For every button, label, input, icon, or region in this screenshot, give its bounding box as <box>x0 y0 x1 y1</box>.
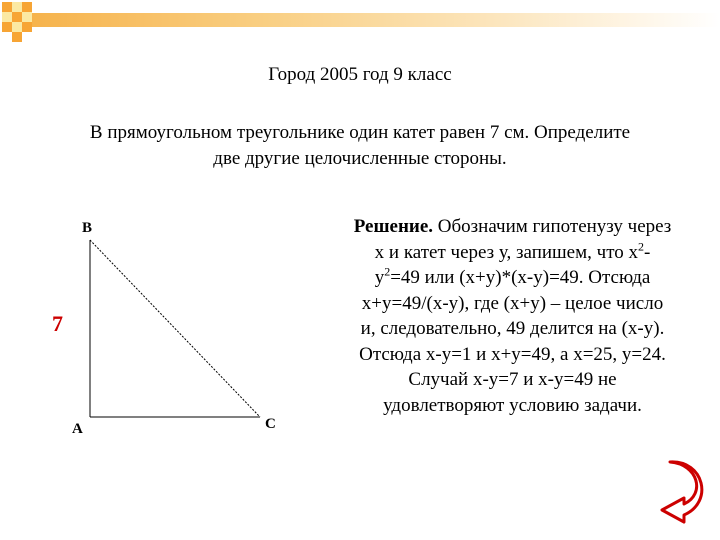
decor-square <box>12 22 22 32</box>
vertex-label-a: A <box>72 421 83 437</box>
header-decoration <box>0 0 720 40</box>
vertex-label-c: C <box>265 416 276 432</box>
solution-text-part: Отсюда х-у=1 и х+у=49, а х=25, у=24. <box>359 343 666 365</box>
hypotenuse-bc <box>90 240 260 417</box>
problem-line: В прямоугольном треугольнике один катет равен 7 см. Определите <box>89 122 631 143</box>
curved-return-arrow-icon[interactable] <box>654 458 706 524</box>
solution-text-part: Случай х-у=7 и х-у=49 не <box>408 369 617 390</box>
superscript: 2 <box>384 264 391 279</box>
vertex-label-b: B <box>82 220 93 236</box>
problem-statement <box>10 120 710 171</box>
solution-text-part: и, следовательно, 49 делится на (х-у). <box>360 318 665 339</box>
decor-square <box>2 2 12 12</box>
decor-square <box>12 12 22 22</box>
solution-text-part: удовлетворяют условию задачи. <box>383 394 642 416</box>
header-gradient-bar <box>22 13 720 27</box>
solution-text-part: =49 или (х+у)*(х-у)=49. Отсюда <box>390 267 651 288</box>
triangle-diagram <box>52 210 300 440</box>
side-length-label: 7 <box>52 311 63 336</box>
decor-square <box>2 12 12 22</box>
problem-line: две другие целочисленные стороны. <box>213 147 507 169</box>
decor-square <box>12 2 22 12</box>
solution-text-part: у <box>374 267 385 288</box>
decor-square <box>22 12 32 22</box>
decor-square <box>2 22 12 32</box>
superscript: 2 <box>638 239 644 254</box>
solution-text-part: х+у=49/(х-у), где (х+у) – целое число <box>361 292 664 314</box>
solution-text-part: х и катет через у, запишем, что х <box>374 241 638 263</box>
decor-square <box>22 22 32 32</box>
decor-square <box>22 2 32 12</box>
solution-text <box>305 214 720 418</box>
solution-heading: Решение. <box>353 216 434 237</box>
page-title: Город 2005 год 9 класс <box>268 64 452 85</box>
solution-text-part: - <box>644 241 651 263</box>
solution-text-part: Обозначим гипотенузу через <box>433 216 672 237</box>
decor-square <box>12 32 22 42</box>
